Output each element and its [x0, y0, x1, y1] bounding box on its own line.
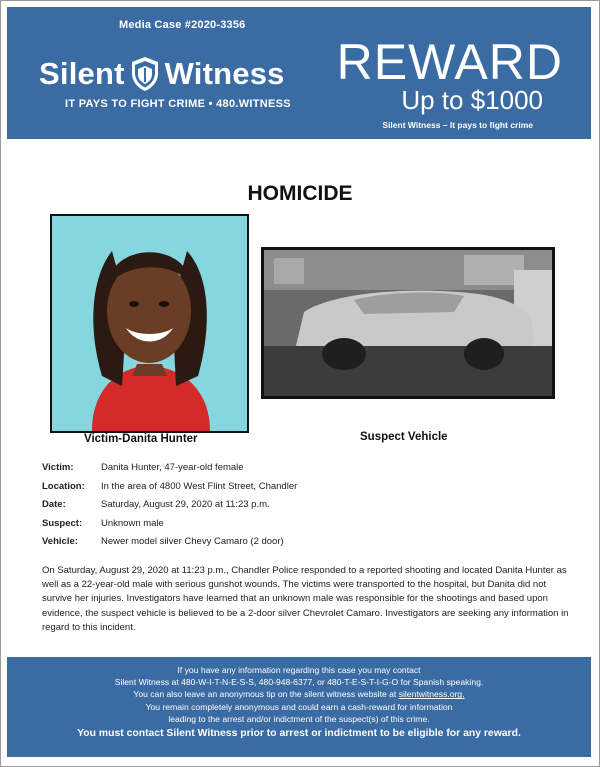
shield-icon: [129, 55, 161, 93]
detail-label: Vehicle:: [42, 536, 78, 547]
detail-value: Unknown male: [101, 517, 164, 529]
detail-row-suspect: [42, 518, 297, 537]
detail-row-location: [42, 481, 297, 500]
reward-amount: Up to $1000: [401, 85, 543, 115]
footer-line: leading to the arrest and/or indictment of the suspect(s) of this crime.: [168, 713, 430, 724]
detail-value: Danita Hunter, 47-year-old female: [101, 462, 244, 473]
reward-eligibility-notice: You must contact Silent Witness prior to arrest or indictment to be eligible for any reward.: [77, 728, 521, 740]
logo-text-left: Silent: [39, 56, 125, 91]
logo-text-right: Witness: [164, 56, 285, 91]
page-title: HOMICIDE: [247, 182, 353, 205]
detail-label: Suspect:: [42, 517, 83, 529]
footer-line: [7, 688, 591, 700]
footer-banner: [7, 657, 591, 757]
tagline: IT PAYS TO FIGHT CRIME • 480.WITNESS: [65, 98, 291, 110]
detail-label: Date:: [42, 499, 66, 510]
reward-subtitle: Silent Witness – It pays to fight crime: [382, 120, 533, 130]
detail-row-vehicle: [42, 536, 297, 555]
vehicle-caption: Suspect Vehicle: [360, 431, 448, 443]
detail-value: Saturday, August 29, 2020 at 11:23 p.m.: [101, 499, 270, 510]
detail-row-victim: [42, 462, 297, 481]
reward-title: REWARD: [336, 34, 563, 90]
detail-value: Newer model silver Chevy Camaro (2 door): [101, 536, 284, 547]
footer-line: If you have any information regarding this case you may contact: [177, 665, 421, 675]
vehicle-photo: [261, 247, 555, 399]
footer-contact-info: [7, 657, 591, 725]
detail-label: Victim:: [42, 462, 74, 473]
footer-line-text: You can also leave an anonymous tip on the silent witness website at: [133, 689, 399, 700]
footer-line: You remain completely anonymous and could earn a cash-reward for information: [145, 701, 453, 712]
detail-row-date: [42, 499, 297, 518]
case-number: Media Case #2020-3356: [119, 19, 246, 31]
detail-label: Location:: [42, 480, 85, 492]
website-link[interactable]: silentwitness.org.: [398, 689, 465, 700]
case-narrative: On Saturday, August 29, 2020 at 11:23 p.m., Chandler Police responded to a reported shooting and located Danita Hunter as well as a 22-year-old male with serious gunshot wounds. The victims were transported to the hospital, but Danita did not survive her injuries. Investigators have learned that an unknown male was responsible for the shootings and based upon evidence, the suspect vehicle is believed to be a 2-door silver Chevrolet Camaro. Investigators are seeking any information in regard to this incident.: [42, 565, 569, 633]
header-banner: [7, 7, 591, 139]
victim-photo: [50, 214, 249, 433]
suspect-vehicle-image: [264, 250, 552, 396]
footer-line: Silent Witness at 480-W-I-T-N-E-S-S, 480-948-6377, or 480-T-E-S-T-I-G-O for Spanish speaking.: [114, 677, 484, 688]
detail-value: In the area of 4800 West Flint Street, Chandler: [101, 480, 298, 492]
victim-caption: Victim-Danita Hunter: [84, 433, 198, 445]
case-details: [42, 462, 297, 555]
silent-witness-logo: [39, 55, 285, 93]
victim-portrait-image: [52, 216, 247, 431]
